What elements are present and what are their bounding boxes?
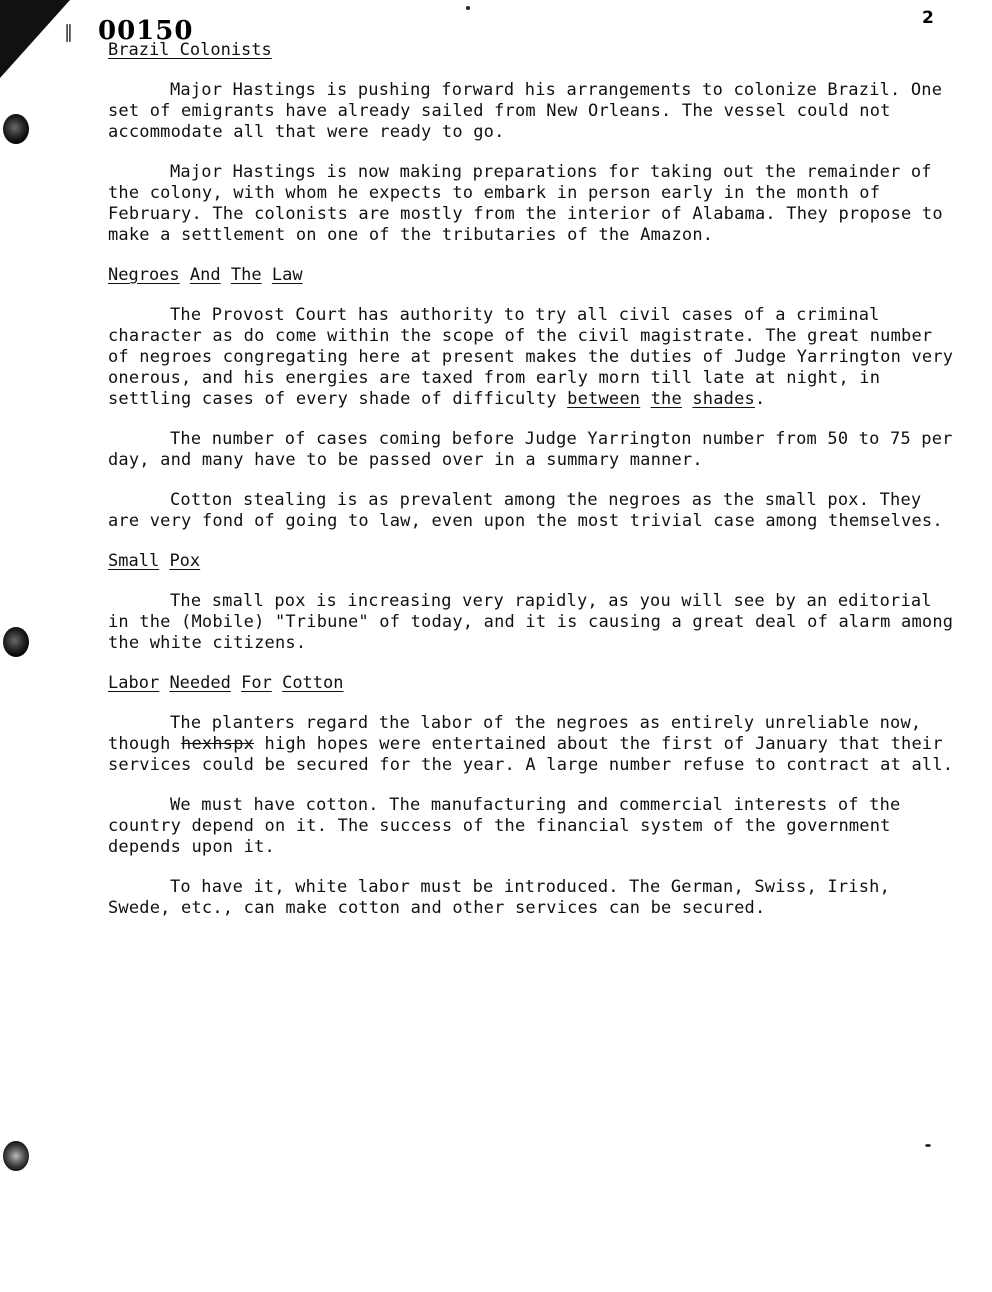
section-heading-labor: Labor Needed For Cotton bbox=[108, 673, 344, 693]
struck-out-text: hexhspx bbox=[181, 734, 255, 754]
document-number: 00150 bbox=[98, 16, 194, 46]
paragraph: The planters regard the labor of the negroes as entirely unreliable now, though hexhspx high hopes were entertained about the first of January that their services could be secured for the year. A large number refuse to contract at all. bbox=[108, 713, 954, 775]
paragraph: Major Hastings is pushing forward his arrangements to colonize Brazil. One set of emigrants have already sailed from New Orleans. The vessel could not accommodate all that were ready to go. bbox=[108, 80, 943, 142]
scan-corner-shadow bbox=[0, 0, 70, 78]
paragraph: We must have cotton. The manufacturing and commercial interests of the country depend on it. The success of the financial system of the government depends upon it. bbox=[108, 795, 901, 857]
paragraph: Cotton stealing is as prevalent among the negroes as the small pox. They are very fond of going to law, even upon the most trivial case among themselves. bbox=[108, 490, 943, 531]
paragraph: The Provost Court has authority to try all civil cases of a criminal character as do come within the scope of the civil magistrate. The great number of negroes congregating here at present makes the duties of Judge Yarrington very onerous, and his energies are taxed from early morn till late at night, in settling cases of every shade of difficulty between the shades. bbox=[108, 305, 954, 409]
paragraph: To have it, white labor must be introduced. The German, Swiss, Irish, Swede, etc., can make cotton and other services can be secured. bbox=[108, 877, 891, 918]
paragraph: The number of cases coming before Judge Yarrington number from 50 to 75 per day, and many have to be passed over in a summary manner. bbox=[108, 429, 953, 470]
ink-speck bbox=[925, 1144, 931, 1147]
doc-number-mark: ∥ bbox=[64, 22, 73, 43]
paragraph: The small pox is increasing very rapidly, as you will see by an editorial in the (Mobile) "Tribune" of today, and it is causing a great deal of alarm among the white citizens. bbox=[108, 591, 954, 653]
document-body bbox=[108, 40, 958, 938]
paragraph: Major Hastings is now making preparations for taking out the remainder of the colony, with whom he expects to embark in person early in the month of February. The colonists are mostly from the interior of Alabama. They propose to make a settlement on one of the tributaries of the Amazon. bbox=[108, 162, 943, 245]
page-number: 2 bbox=[922, 8, 934, 28]
ink-speck bbox=[466, 6, 470, 10]
punch-hole-top bbox=[3, 114, 29, 144]
section-heading-small-pox: Small Pox bbox=[108, 551, 201, 571]
section-heading-brazil: Brazil Colonists bbox=[108, 40, 272, 60]
punch-hole-middle bbox=[3, 627, 29, 657]
punch-hole-bottom bbox=[3, 1141, 29, 1171]
section-heading-negroes-law: Negroes And The Law bbox=[108, 265, 303, 285]
